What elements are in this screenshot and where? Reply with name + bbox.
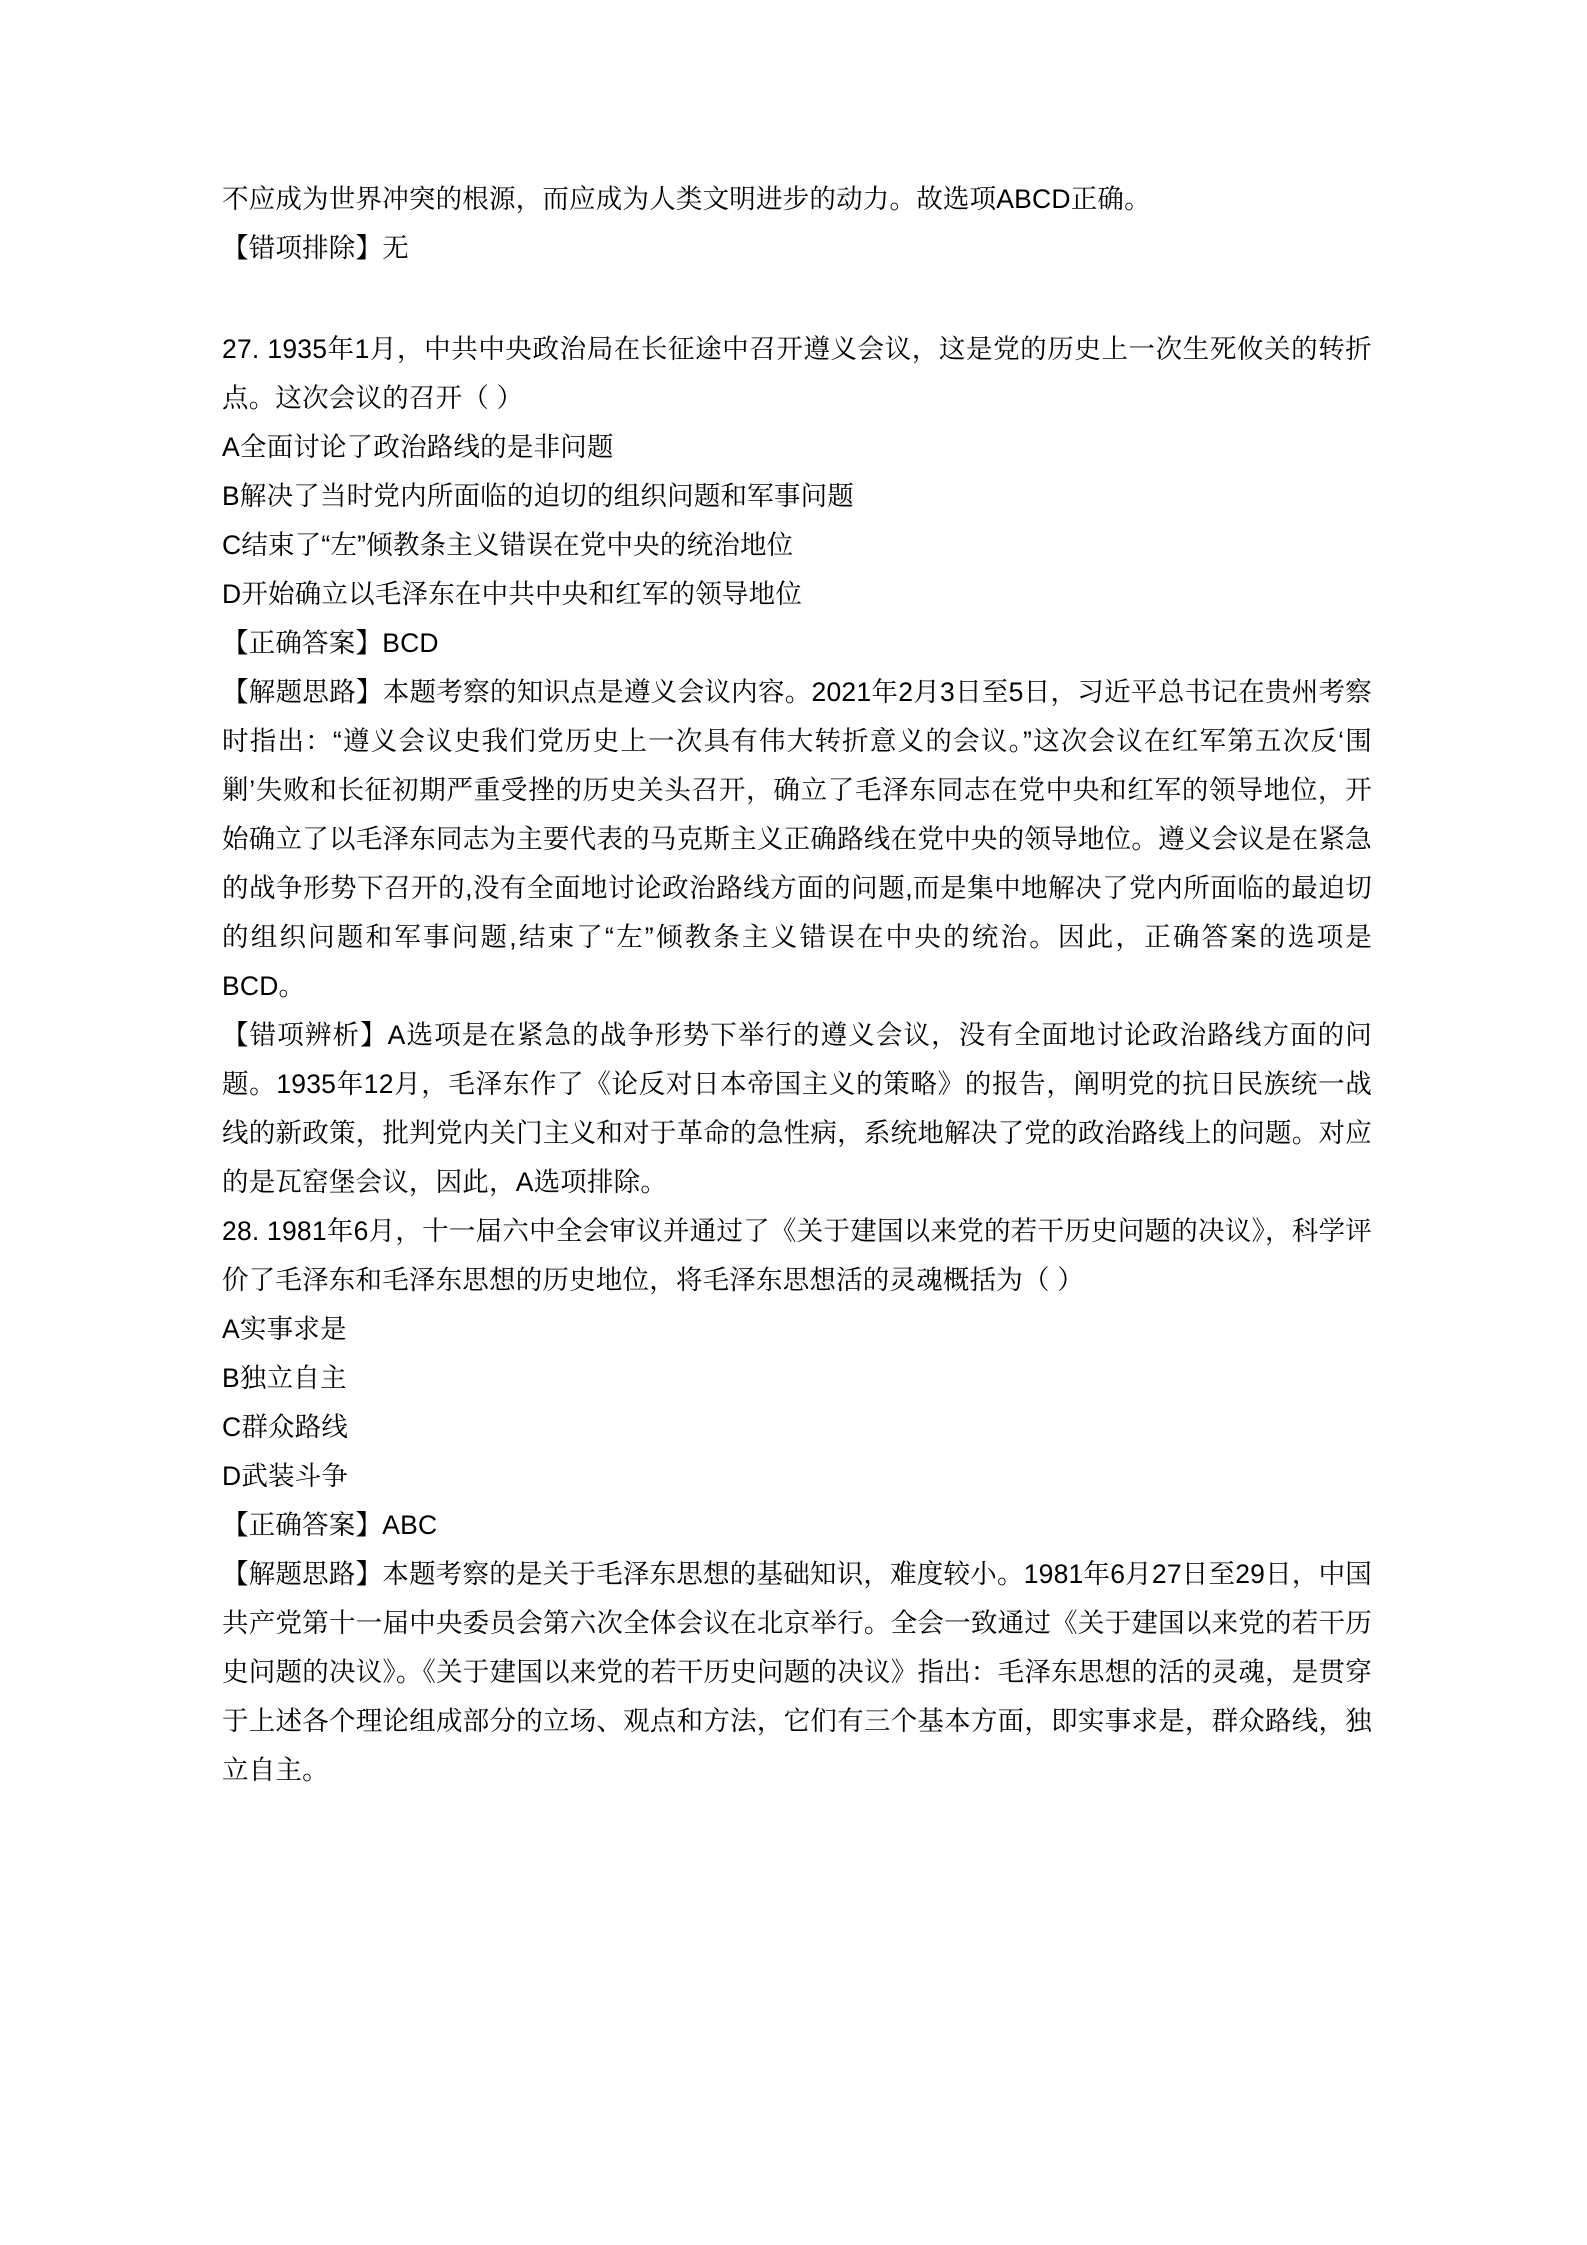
question-28 — [222, 1207, 1372, 1795]
question-28-analysis: 【解题思路】本题考察的是关于毛泽东思想的基础知识，难度较小。1981年6月27日至29日，中国共产党第十一届中央委员会第六次全体会议在北京举行。全会一致通过《关于建国以来党的若干历史问题的决议》。《关于建国以来党的若干历史问题的决议》指出：毛泽东思想的活的灵魂，是贯穿于上述各个理论组成部分的立场、观点和方法，它们有三个基本方面，即实事求是，群众路线，独立自主。 — [222, 1559, 1372, 1785]
question-27-option-b: B解决了当时党内所面临的迫切的组织问题和军事问题 — [222, 481, 854, 511]
question-27-correct-answer: 【正确答案】BCD — [222, 628, 439, 658]
question-28-option-d: D武装斗争 — [222, 1461, 349, 1491]
question-27-analysis: 【解题思路】本题考察的知识点是遵义会议内容。2021年2月3日至5日，习近平总书记在贵州考察时指出：“遵义会议史我们党历史上一次具有伟大转折意义的会议。”这次会议在红军第五次反‘围剿’失败和长征初期严重受挫的历史关头召开，确立了毛泽东同志在党中央和红军的领导地位，开始确立了以毛泽东同志为主要代表的马克斯主义正确路线在党中央的领导地位。遵义会议是在紧急的战争形势下召开的,没有全面地讨论政治路线方面的问题,而是集中地解决了党内所面临的最迫切的组织问题和军事问题,结束了“左”倾教条主义错误在中央的统治。因此，正确答案的选项是BCD。 — [222, 677, 1372, 1001]
question-27-wrong-option-analysis: 【错项辨析】A选项是在紧急的战争形势下举行的遵义会议，没有全面地讨论政治路线方面的问题。1935年12月，毛泽东作了《论反对日本帝国主义的策略》的报告，阐明党的抗日民族统一战线的新政策，批判党内关门主义和对于革命的急性病，系统地解决了党的政治路线上的问题。对应的是瓦窑堡会议，因此，A选项排除。 — [222, 1020, 1372, 1197]
question-28-stem: 28. 1981年6月，十一届六中全会审议并通过了《关于建国以来党的若干历史问题的决议》，科学评价了毛泽东和毛泽东思想的历史地位，将毛泽东思想活的灵魂概括为（ ） — [222, 1216, 1372, 1295]
question-27-stem: 27. 1935年1月，中共中央政治局在长征途中召开遵义会议，这是党的历史上一次生死攸关的转折点。这次会议的召开（ ） — [222, 334, 1372, 413]
question-28-option-b: B独立自主 — [222, 1363, 347, 1393]
paragraph-previous-wrong-option: 【错项排除】无 — [222, 233, 409, 263]
section-divider-spacer — [222, 273, 1372, 325]
question-27-option-a: A全面讨论了政治路线的是非问题 — [222, 432, 614, 462]
paragraph-previous-answer-tail: 不应成为世界冲突的根源，而应成为人类文明进步的动力。故选项ABCD正确。 — [222, 184, 1151, 214]
question-28-correct-answer: 【正确答案】ABC — [222, 1510, 438, 1540]
question-27 — [222, 325, 1372, 1207]
question-28-option-a: A实事求是 — [222, 1314, 347, 1344]
question-28-option-c: C群众路线 — [222, 1412, 349, 1442]
question-27-option-c: C结束了“左”倾教条主义错误在党中央的统治地位 — [222, 530, 794, 560]
question-27-option-d: D开始确立以毛泽东在中共中央和红军的领导地位 — [222, 579, 803, 609]
